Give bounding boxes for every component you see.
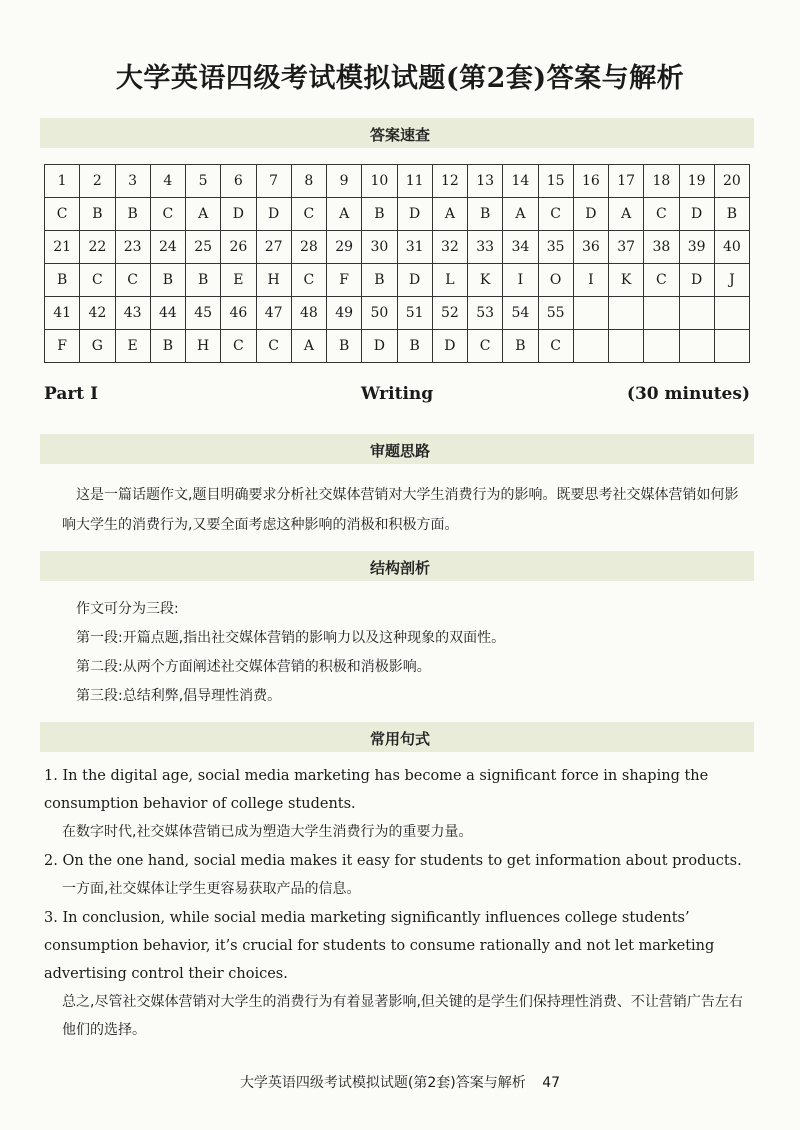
- answer-cell: A: [327, 198, 362, 231]
- question-number-cell: 15: [538, 165, 573, 198]
- part-label: Part Ⅰ: [44, 384, 99, 404]
- question-number-cell: 33: [468, 231, 503, 264]
- question-number-cell: [679, 297, 714, 330]
- question-number-cell: 18: [644, 165, 679, 198]
- question-number-cell: 1: [45, 165, 80, 198]
- answer-key-table: [44, 164, 750, 363]
- answer-cell: A: [432, 198, 467, 231]
- answer-cell: C: [221, 330, 256, 363]
- sentence-en: 2. On the one hand, social media makes it easy for students to get information about products.: [44, 853, 742, 869]
- footer-text: 大学英语四级考试模拟试题(第2套)答案与解析: [239, 1075, 526, 1091]
- question-number-cell: 45: [186, 297, 221, 330]
- question-number-cell: 3: [115, 165, 150, 198]
- question-number-cell: 11: [397, 165, 432, 198]
- answer-cell: C: [644, 264, 679, 297]
- question-number-cell: 54: [503, 297, 538, 330]
- sentence-zh: 总之,尽管社交媒体营销对大学生的消费行为有着显著影响,但关键的是学生们保持理性消费、不让营销广告左右他们的选择。: [62, 994, 743, 1038]
- question-number-cell: [573, 297, 608, 330]
- question-number-cell: 24: [150, 231, 185, 264]
- answer-cell: [679, 330, 714, 363]
- question-number-cell: 50: [362, 297, 397, 330]
- answer-cell: H: [256, 264, 291, 297]
- question-number-cell: 41: [45, 297, 80, 330]
- sentence-en: 3. In conclusion, while social media marketing significantly influences college students’ consumption behavior, it’s crucial for students to consume rationally and not let marketing advertising control their choices.: [44, 910, 715, 982]
- sentence-en: 1. In the digital age, social media marketing has become a significant force in shaping the consumption behavior of college students.: [44, 768, 709, 812]
- question-number-cell: 2: [80, 165, 115, 198]
- question-number-cell: 16: [573, 165, 608, 198]
- answer-cell: A: [503, 198, 538, 231]
- answer-cell: D: [679, 198, 714, 231]
- answer-cell: B: [45, 264, 80, 297]
- question-number-row: [45, 297, 750, 330]
- question-number-cell: 47: [256, 297, 291, 330]
- answer-cell: O: [538, 264, 573, 297]
- question-number-cell: 30: [362, 231, 397, 264]
- answer-cell: D: [679, 264, 714, 297]
- answer-cell: C: [150, 198, 185, 231]
- answer-cell: [714, 330, 749, 363]
- question-number-cell: 9: [327, 165, 362, 198]
- question-number-row: [45, 165, 750, 198]
- answer-cell: B: [362, 264, 397, 297]
- question-number-cell: [714, 297, 749, 330]
- structure-line: 作文可分为三段:: [76, 601, 179, 617]
- answer-cell: I: [503, 264, 538, 297]
- answer-cell: [609, 330, 644, 363]
- question-number-cell: 48: [291, 297, 326, 330]
- question-number-cell: 37: [609, 231, 644, 264]
- answer-cell: A: [609, 198, 644, 231]
- question-number-cell: 19: [679, 165, 714, 198]
- answer-cell: B: [362, 198, 397, 231]
- structure-line: 第三段:总结利弊,倡导理性消费。: [76, 688, 282, 704]
- question-number-cell: 43: [115, 297, 150, 330]
- answer-cell: C: [468, 330, 503, 363]
- question-number-cell: 26: [221, 231, 256, 264]
- answer-cell: B: [186, 264, 221, 297]
- part-name: Writing: [360, 384, 434, 404]
- answer-cell: D: [362, 330, 397, 363]
- answer-cell: H: [186, 330, 221, 363]
- answer-cell: A: [291, 330, 326, 363]
- answer-cell: [573, 330, 608, 363]
- answer-cell: D: [432, 330, 467, 363]
- answer-cell: D: [397, 198, 432, 231]
- sentence-zh: 一方面,社交媒体让学生更容易获取产品的信息。: [62, 881, 361, 897]
- question-number-cell: 44: [150, 297, 185, 330]
- question-number-cell: [609, 297, 644, 330]
- question-number-cell: 34: [503, 231, 538, 264]
- answer-cell: K: [609, 264, 644, 297]
- answer-cell: D: [256, 198, 291, 231]
- question-number-cell: 20: [714, 165, 749, 198]
- question-number-cell: 31: [397, 231, 432, 264]
- question-number-cell: 27: [256, 231, 291, 264]
- question-number-cell: 14: [503, 165, 538, 198]
- answer-cell: C: [538, 330, 573, 363]
- question-number-cell: 29: [327, 231, 362, 264]
- structure-line: 第一段:开篇点题,指出社交媒体营销的影响力以及这种现象的双面性。: [76, 630, 506, 646]
- question-number-cell: 21: [45, 231, 80, 264]
- question-number-cell: [644, 297, 679, 330]
- answer-cell: I: [573, 264, 608, 297]
- answer-cell: C: [291, 264, 326, 297]
- question-number-cell: 4: [150, 165, 185, 198]
- answer-cell: B: [468, 198, 503, 231]
- question-number-cell: 6: [221, 165, 256, 198]
- question-number-cell: 17: [609, 165, 644, 198]
- answer-cell: F: [327, 264, 362, 297]
- question-number-cell: 51: [397, 297, 432, 330]
- answer-cell: D: [573, 198, 608, 231]
- answer-row: [45, 264, 750, 297]
- answer-cell: A: [186, 198, 221, 231]
- question-number-cell: 36: [573, 231, 608, 264]
- answer-row: [45, 198, 750, 231]
- answer-cell: E: [221, 264, 256, 297]
- answer-cell: [644, 330, 679, 363]
- answer-cell: B: [397, 330, 432, 363]
- answer-cell: L: [432, 264, 467, 297]
- answer-cell: B: [150, 330, 185, 363]
- answer-cell: B: [80, 198, 115, 231]
- answer-cell: C: [80, 264, 115, 297]
- question-number-row: [45, 231, 750, 264]
- question-number-cell: 13: [468, 165, 503, 198]
- question-number-cell: 10: [362, 165, 397, 198]
- answer-cell: C: [45, 198, 80, 231]
- analysis-text: 这是一篇话题作文,题目明确要求分析社交媒体营销对大学生消费行为的影响。既要思考社交媒体营销如何影响大学生的消费行为,又要全面考虑这种影响的消极和积极方面。: [62, 487, 739, 533]
- question-number-cell: 49: [327, 297, 362, 330]
- question-number-cell: 42: [80, 297, 115, 330]
- structure-heading: 结构剖析: [369, 559, 430, 577]
- question-number-cell: 35: [538, 231, 573, 264]
- answer-cell: B: [714, 198, 749, 231]
- question-number-cell: 53: [468, 297, 503, 330]
- question-number-cell: 12: [432, 165, 467, 198]
- sentences-heading: 常用句式: [369, 730, 430, 748]
- question-number-cell: 55: [538, 297, 573, 330]
- answer-cell: B: [115, 198, 150, 231]
- question-number-cell: 46: [221, 297, 256, 330]
- answer-cell: C: [644, 198, 679, 231]
- answer-cell: F: [45, 330, 80, 363]
- answer-key-heading: 答案速查: [369, 126, 430, 144]
- question-number-cell: 39: [679, 231, 714, 264]
- answer-cell: B: [327, 330, 362, 363]
- question-number-cell: 23: [115, 231, 150, 264]
- answer-cell: C: [291, 198, 326, 231]
- question-number-cell: 38: [644, 231, 679, 264]
- question-number-cell: 22: [80, 231, 115, 264]
- question-number-cell: 5: [186, 165, 221, 198]
- answer-cell: D: [221, 198, 256, 231]
- page-title: 大学英语四级考试模拟试题(第2套)答案与解析: [115, 63, 685, 94]
- structure-line: 第二段:从两个方面阐述社交媒体营销的积极和消极影响。: [76, 659, 431, 675]
- answer-cell: C: [256, 330, 291, 363]
- question-number-cell: 8: [291, 165, 326, 198]
- part-time: (30 minutes): [626, 384, 750, 404]
- question-number-cell: 28: [291, 231, 326, 264]
- page-footer: [0, 1072, 800, 1092]
- question-number-cell: 25: [186, 231, 221, 264]
- answer-cell: E: [115, 330, 150, 363]
- answer-cell: C: [115, 264, 150, 297]
- answer-cell: J: [714, 264, 749, 297]
- answer-cell: K: [468, 264, 503, 297]
- answer-cell: G: [80, 330, 115, 363]
- sentence-zh: 在数字时代,社交媒体营销已成为塑造大学生消费行为的重要力量。: [62, 824, 473, 840]
- answer-cell: B: [503, 330, 538, 363]
- page-number: 47: [542, 1075, 561, 1091]
- answer-cell: B: [150, 264, 185, 297]
- analysis-heading: 审题思路: [369, 442, 430, 460]
- answer-row: [45, 330, 750, 363]
- answer-cell: D: [397, 264, 432, 297]
- question-number-cell: 32: [432, 231, 467, 264]
- question-number-cell: 40: [714, 231, 749, 264]
- question-number-cell: 52: [432, 297, 467, 330]
- question-number-cell: 7: [256, 165, 291, 198]
- answer-cell: C: [538, 198, 573, 231]
